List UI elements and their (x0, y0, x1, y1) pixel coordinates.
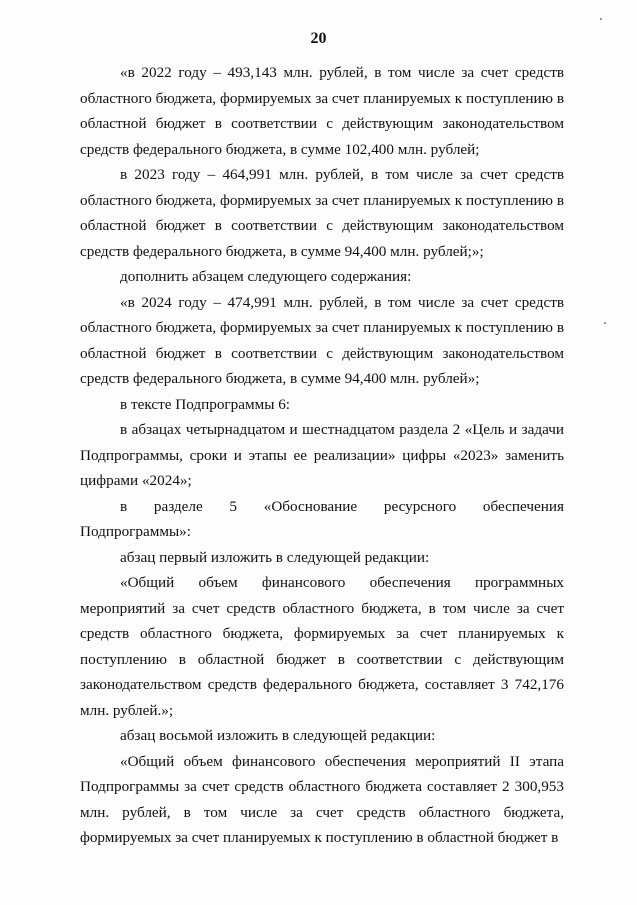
paragraph-2024-funding: «в 2024 году – 474,991 млн. рублей, в том числе за счет средств областного бюджета, формируемых за счет планируемых к поступлению в областной бюджет в соответствии с действующим законодательством средств федерального бюджета, в сумме 94,400 млн. рублей»; (80, 293, 564, 387)
page-number: 20 (310, 30, 327, 47)
document-body (80, 60, 564, 851)
paragraph-eighth-clause-intro: абзац восьмой изложить в следующей редакции: (120, 727, 436, 744)
paragraph-total-funding: «Общий объем финансового обеспечения программных мероприятий за счет средств областного бюджета, в том числе за счет средств областного бюджета, формируемых за счет планируемых к поступлению в областной бюджет в соответствии с действующим законодательством средств федерального бюджета, составляет 3 742,176 млн. рублей.»; (80, 574, 564, 719)
paragraph-2022-funding: «в 2022 году – 493,143 млн. рублей, в том числе за счет средств областного бюджета, формируемых за счет планируемых к поступлению в областной бюджет в соответствии с действующим законодательством средств федерального бюджета, в сумме 102,400 млн. рублей; (80, 64, 564, 158)
paragraph-first-clause-intro: абзац первый изложить в следующей редакции: (120, 548, 430, 566)
paragraph-section-2-change: в абзацах четырнадцатом и шестнадцатом раздела 2 «Цель и задачи Подпрограммы, сроки и этапы ее реализации» цифры «2023» заменить цифрами «2024»; (80, 421, 564, 489)
scan-speck (600, 18, 602, 20)
scan-speck (604, 322, 606, 324)
paragraph-2023-funding: в 2023 году – 464,991 млн. рублей, в том числе за счет средств областного бюджета, формируемых за счет планируемых к поступлению в областной бюджет в соответствии с действующим законодательством средств федерального бюджета, в сумме 94,400 млн. рублей;»; (80, 166, 564, 260)
paragraph-stage-2-funding: «Общий объем финансового обеспечения мероприятий II этапа Подпрограммы за счет средств областного бюджета составляет 2 300,953 млн. рублей, в том числе за счет средств областного бюджета, формируемых за счет планируемых к поступлению в областной бюджет в (80, 752, 564, 846)
paragraph-section-5: в разделе 5 «Обоснование ресурсного обеспечения Подпрограммы»: (80, 497, 564, 540)
paragraph-subprogram-6: в тексте Подпрограммы 6: (120, 395, 291, 413)
paragraph-add-clause: дополнить абзацем следующего содержания: (120, 268, 412, 285)
